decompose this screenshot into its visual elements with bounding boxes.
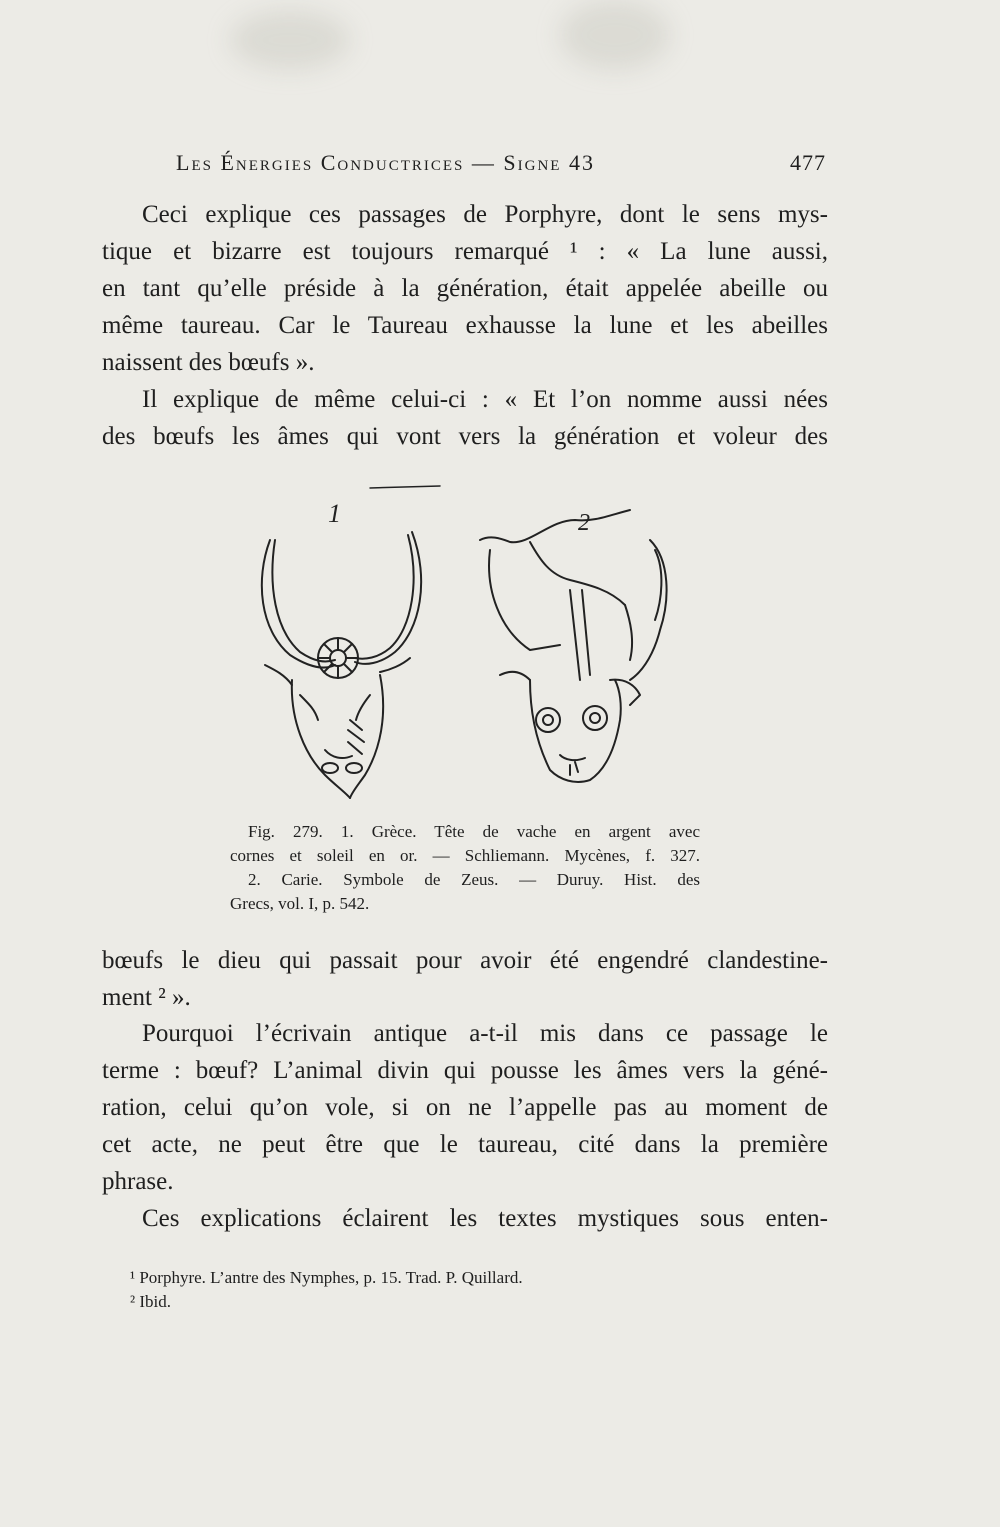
paragraph-4 <box>102 1200 828 1237</box>
cow-head-drawing <box>262 532 421 798</box>
caption-line: Grecs, vol. I, p. 542. <box>230 894 370 913</box>
text-line: bœufs le dieu qui passait pour avoir été engendré clandestine- <box>102 947 828 974</box>
footnote-2: ² Ibid. <box>130 1292 171 1311</box>
text-line: tique et bizarre est toujours remarqué ¹ : « La lune aussi, <box>102 238 828 265</box>
text-line: en tant qu’elle préside à la génération, était appelée abeille ou <box>102 275 828 302</box>
text-line: ment ² ». <box>102 984 191 1011</box>
figure-279 <box>230 480 710 820</box>
text-line: même taureau. Car le Taureau exhausse la lune et les abeilles <box>102 312 828 339</box>
caption-line: Fig. 279. 1. Grèce. Tête de vache en argent avec <box>248 822 700 841</box>
footnotes <box>130 1266 730 1314</box>
text-line: des bœufs les âmes qui vont vers la génération et voleur des <box>102 423 828 450</box>
caption-line: cornes et soleil en or. — Schliemann. Mycènes, f. 327. <box>230 846 700 865</box>
footnote-1: ¹ Porphyre. L’antre des Nymphes, p. 15. Trad. P. Quillard. <box>130 1268 523 1287</box>
text-line: Ceci explique ces passages de Porphyre, dont le sens mys- <box>142 201 828 228</box>
text-line: terme : bœuf? L’animal divin qui pousse les âmes vers la géné- <box>102 1057 828 1084</box>
figure-label-2: 2 <box>578 510 590 536</box>
figure-caption <box>230 820 700 916</box>
paragraph-1 <box>102 196 828 381</box>
figure-label-1: 1 <box>328 499 341 528</box>
text-line: naissent des bœufs ». <box>102 349 315 376</box>
text-line: Pourquoi l’écrivain antique a-t-il mis dans ce passage le <box>142 1020 828 1047</box>
text-line: ration, celui qu’on vole, si on ne l’appelle pas au moment de <box>102 1094 828 1121</box>
text-line: cet acte, ne peut être que le taureau, cité dans la première <box>102 1131 828 1158</box>
text-line: Il explique de même celui-ci : « Et l’on nomme aussi nées <box>142 386 828 413</box>
text-line: phrase. <box>102 1168 174 1195</box>
bull-heads-illustration <box>230 480 710 820</box>
running-header <box>100 150 830 180</box>
paragraph-2-continued <box>102 942 828 1016</box>
page-number: 477 <box>790 150 826 175</box>
paragraph-2 <box>102 381 828 455</box>
zeus-symbol-drawing <box>480 510 667 782</box>
paragraph-3 <box>102 1015 828 1200</box>
header-title: Les Énergies Conductrices — Signe 43 <box>176 150 595 175</box>
caption-line: 2. Carie. Symbole de Zeus. — Duruy. Hist. des <box>248 870 700 889</box>
text-line: Ces explications éclairent les textes mystiques sous enten- <box>142 1205 828 1232</box>
